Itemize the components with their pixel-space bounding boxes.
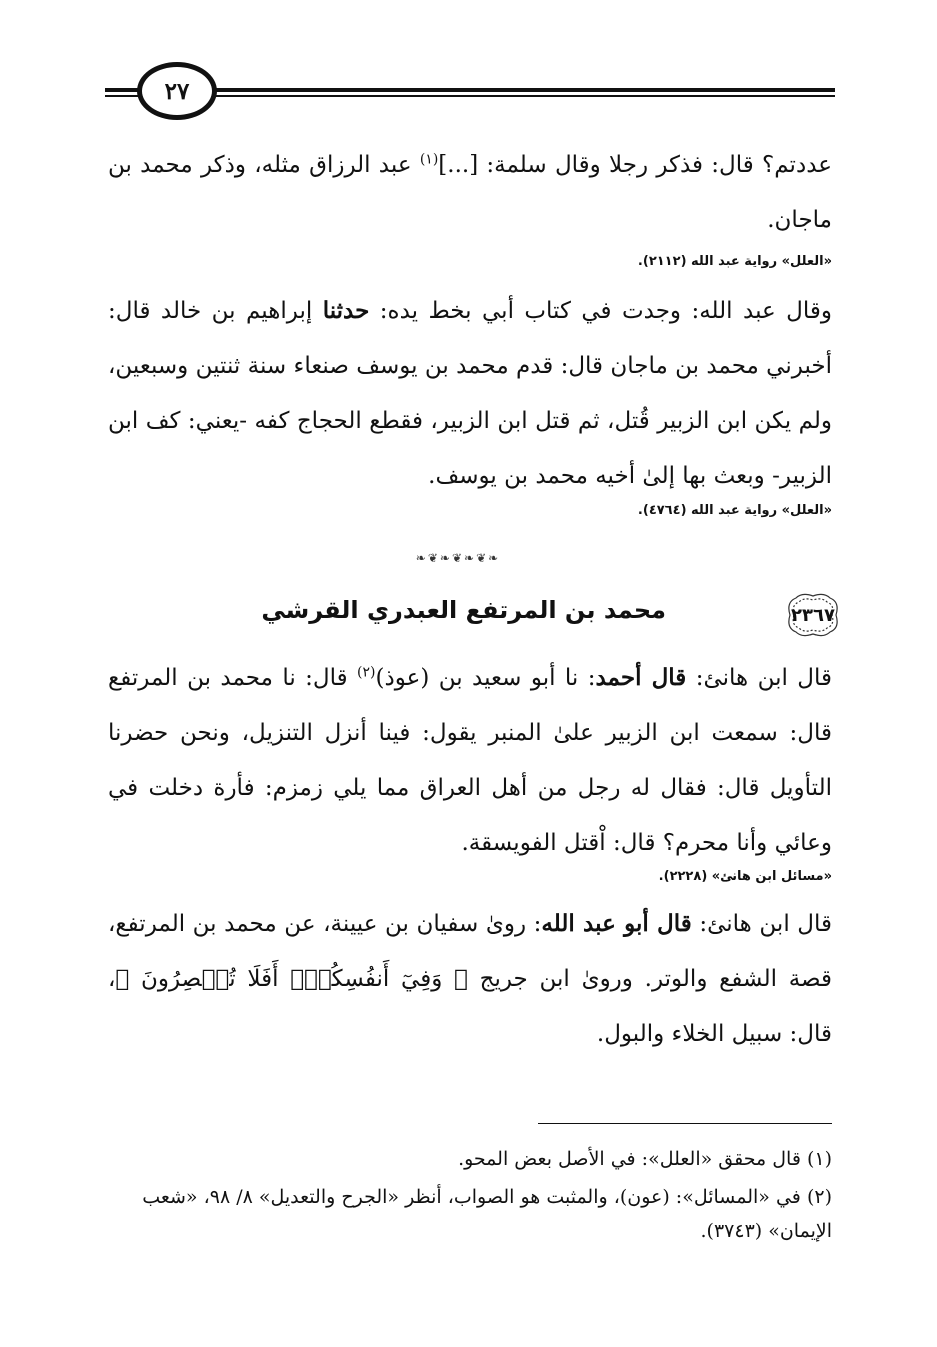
footnote-ref-1: (١) [419,151,439,168]
footnote-ref-2: (٢) [357,664,376,681]
paragraph-3-bold: قال أحمد [595,664,687,691]
footnote-1-text: قال محقق «العلل»: في الأصل بعض المحو. [458,1148,807,1170]
paragraph-2 [108,283,832,504]
paragraph-4-text-b: : رویٰ سفيان بن عيينة، عن محمد بن المرتفع، قصة الشفع والوتر. ورویٰ ابن جريج ﴿ وَفِيٓ أَنفُسِكُمۡۚ أَفَلَا تُبۡصِرُونَ ﴾، قال: سبيل الخلاء والبول. [108,911,832,1047]
page-number-badge [137,62,217,120]
paragraph-2-text-b: إبراهيم بن خالد قال: أخبرني محمد بن ماجان قال: قدم محمد بن يوسف صنعاء سنة ثنتين وسبعين، ولم يكن ابن الزبير قُتل، ثم قتل ابن الزبير، فقطع الحجاج كفه -يعني: كف ابن الزبير- وبعث بها إلىٰ أخيه محمد بن يوسف. [108,298,832,489]
entry-heading [108,590,844,642]
source-citation-3: «مسائل ابن هانئ» (٢٢٢٨). [658,869,832,884]
footnote-2-mark: (٢) [806,1186,832,1208]
source-citation-2: «العلل» رواية عبد الله (٤٧٦٤). [637,503,832,518]
footnote-separator [538,1123,832,1124]
paragraph-3-text-c: قال: نا محمد بن المرتفع قال: سمعت ابن الزبير علىٰ المنبر يقول: فينا أنزل التنزيل، ونحن حضرنا التأويل قال: فقال له رجل من أهل العراق مما يلي زمزم: فأرة دخلت في وعائي وأنا محرم؟ قال: اْقتل الفويسقة. [108,665,832,856]
entry-title: محمد بن المرتفع العبدري القرشي [261,596,666,624]
paragraph-2-bold: حدثنا [322,297,370,324]
paragraph-3-text-b: : نا أبو سعيد بن (عوذ) [375,665,596,691]
footnote-2 [108,1180,832,1248]
page-number: ٢٧ [164,77,190,105]
source-citation-1: «العلل» رواية عبد الله (٢١١٢). [637,254,832,269]
footnote-1-mark: (١) [806,1148,832,1170]
entry-number-badge [782,590,844,640]
paragraph-3-text-a: قال ابن هانئ: [686,665,832,691]
paragraph-1-text-b: عبد الرزاق مثله، وذكر محمد بن ماجان. [108,152,832,233]
paragraph-1-text-a: عددتم؟ قال: فذكر رجلا وقال سلمة: [...] [438,152,832,178]
paragraph-1 [108,138,832,248]
paragraph-4 [108,896,832,1062]
page-header [105,62,835,122]
entry-number: ٢٣٦٧ [791,604,835,626]
paragraph-4-text-a: قال ابن هانئ: [691,911,833,937]
paragraph-2-text-a: وقال عبد الله: وجدت في كتاب أبي بخط يده: [369,298,833,324]
footnote-1 [108,1142,832,1176]
section-divider-ornament: ❧❦❧❦❧❦❧ [415,551,501,565]
footnote-2-text: في «المسائل»: (عون)، والمثبت هو الصواب، أنظر «الجرح والتعديل» ٨/ ٩٨، «شعب الإيمان» (٣٧٤٣). [142,1186,832,1242]
paragraph-4-bold: قال أبو عبد الله [541,910,692,937]
paragraph-3 [108,650,832,871]
